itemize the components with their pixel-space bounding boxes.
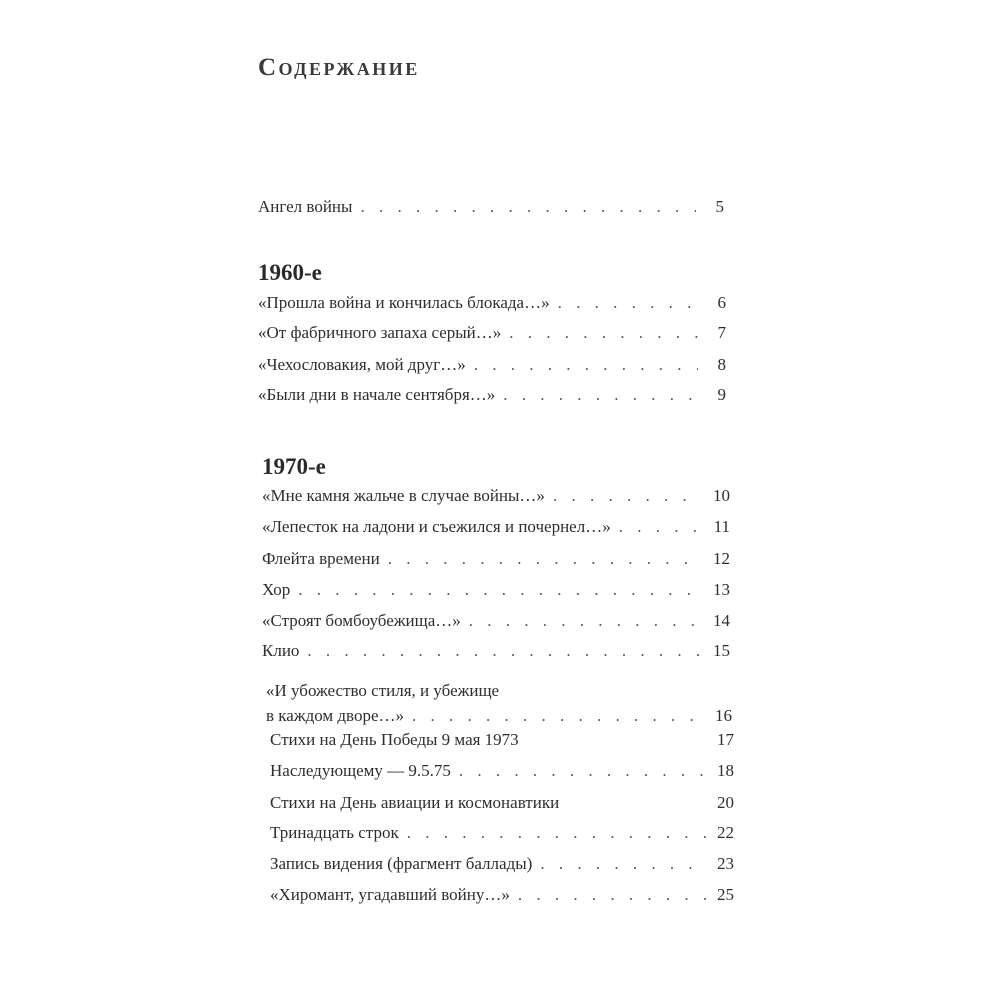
toc-entry	[262, 640, 730, 662]
entry-title: «От фабричного запаха серый…»	[258, 323, 502, 342]
toc-entry	[262, 548, 730, 570]
entry-title: «Хиромант, угадавший войну…»	[270, 885, 510, 904]
entry-title: Запись видения (фрагмент баллады)	[270, 854, 533, 873]
entry-page-number: 7	[717, 323, 726, 342]
toc-entry	[262, 579, 730, 601]
entry-title: «Мне камня жальче в случае войны…»	[262, 486, 545, 505]
entry-title: Стихи на День Победы 9 мая 1973	[270, 730, 519, 749]
entry-page-number: 6	[717, 293, 726, 312]
entry-page-number: 8	[717, 355, 726, 374]
entry-page-number: 18	[717, 761, 734, 780]
entry-title: Стихи на День авиации и космонавтики	[270, 793, 560, 812]
dot-leader	[503, 384, 698, 406]
toc-entry	[262, 610, 730, 632]
entry-title-line2: в каждом дворе…»	[266, 706, 405, 725]
toc-entry	[262, 516, 730, 538]
toc-entry	[258, 354, 726, 376]
entry-line2	[266, 705, 732, 727]
entry-title: «Прошла война и кончилась блокада…»	[258, 293, 550, 312]
toc-entry	[258, 384, 726, 406]
dot-leader	[360, 196, 696, 218]
toc-entry-multiline	[266, 680, 732, 727]
dot-leader	[474, 354, 698, 376]
dot-leader	[298, 579, 702, 601]
entry-page-number: 15	[713, 641, 730, 660]
dot-leader	[509, 322, 698, 344]
entry-title: Наследующему — 9.5.75	[270, 761, 451, 780]
entry-page-number: 9	[717, 385, 726, 404]
toc-entry	[270, 884, 734, 906]
section-title-1970s: 1970-е	[262, 454, 326, 479]
entry-page-number: 13	[713, 580, 730, 599]
dot-leader	[469, 610, 702, 632]
entry-page-number: 5	[715, 197, 724, 216]
toc-entry	[270, 760, 734, 782]
dot-leader	[619, 516, 702, 538]
entry-page-number: 12	[713, 549, 730, 568]
dot-leader	[518, 884, 706, 906]
section-title-1960s: 1960-е	[258, 260, 322, 285]
entry-page-number: 22	[717, 823, 734, 842]
toc-entry	[270, 822, 734, 844]
toc-entry	[258, 292, 726, 314]
toc-entry	[270, 853, 734, 875]
entry-page-number: 17	[717, 730, 734, 749]
dot-leader	[558, 292, 698, 314]
toc-entry	[262, 485, 730, 507]
entry-title: Тринадцать строк	[270, 823, 399, 842]
entry-title-line1: «И убожество стиля, и убежище	[266, 681, 500, 700]
entry-title: Хор	[262, 580, 291, 599]
toc-entry-angel-voiny	[258, 196, 724, 218]
entry-page-number: 23	[717, 854, 734, 873]
entry-title: «Строят бомбоубежища…»	[262, 611, 461, 630]
entry-page-number: 25	[717, 885, 734, 904]
dot-leader	[388, 548, 702, 570]
toc-heading: Содержание	[258, 54, 420, 81]
entry-title: Ангел войны	[258, 197, 353, 216]
entry-page-number: 11	[713, 517, 730, 536]
dot-leader	[459, 760, 706, 782]
toc-entry	[258, 322, 726, 344]
entry-title: «Были дни в начале сентября…»	[258, 385, 496, 404]
entry-page-number: 14	[713, 611, 730, 630]
entry-page-number: 10	[713, 486, 730, 505]
toc-entry	[270, 729, 734, 751]
entry-page-number: 20	[717, 793, 734, 812]
entry-title: «Лепесток на ладони и съежился и почернел…»	[262, 517, 611, 536]
entry-title: Флейта времени	[262, 549, 380, 568]
dot-leader	[307, 640, 702, 662]
dot-leader	[553, 485, 702, 507]
toc-entry	[270, 792, 734, 814]
entry-title: Клио	[262, 641, 300, 660]
dot-leader	[407, 822, 706, 844]
entry-page-number: 16	[715, 706, 732, 725]
dot-leader	[412, 705, 704, 727]
dot-leader	[540, 853, 706, 875]
entry-title: «Чехословакия, мой друг…»	[258, 355, 466, 374]
